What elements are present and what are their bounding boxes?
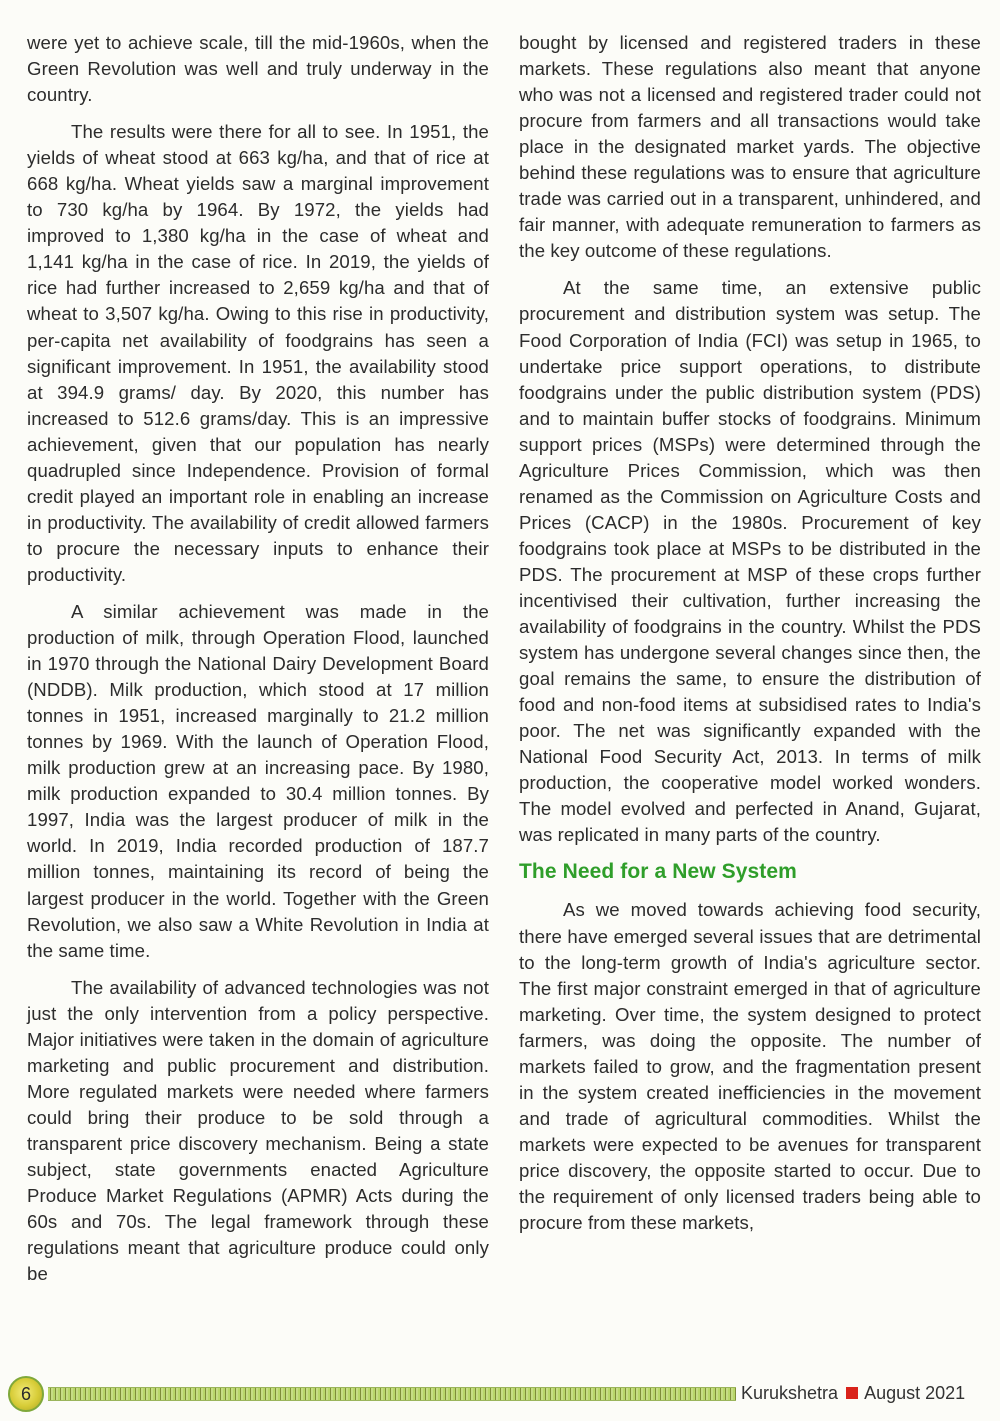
- paragraph: The results were there for all to see. In 1951, the yields of wheat stood at 663 kg/ha, and that of rice at 668 kg/ha. Wheat yields saw a marginal improvement to 730 kg/ha by 1964. By 1972, the yields had improved to 1,380 kg/ha in the case of wheat and 1,141 kg/ha in the case of rice. In 2019, the yields of rice had further increased to 2,659 kg/ha and that of wheat to 3,507 kg/ha. Owing to this rise in productivity, per-capita net availability of foodgrains has seen a significant improvement. In 1951, the availability stood at 394.9 grams/ day. By 2020, this number has increased to 512.6 grams/day. This is an impressive achievement, given that our population has nearly quadrupled since Independence. Provision of formal credit played an important role in enabling an increase in productivity. The availability of credit allowed farmers to procure the necessary inputs to enhance their productivity.: [27, 121, 489, 585]
- footer-publication: [741, 1382, 965, 1404]
- section-heading: The Need for a New System: [519, 860, 797, 884]
- red-square-icon: [846, 1387, 858, 1399]
- page-number: 6: [20, 1383, 31, 1404]
- right-column: [519, 30, 981, 1247]
- magazine-name: Kurukshetra: [741, 1383, 839, 1403]
- footer-decorative-bar: [48, 1387, 736, 1401]
- paragraph: bought by licensed and registered traders in these markets. These regulations also meant that anyone who was not a licensed and registered trader could not procure from farmers and all transactions would take place in the designated market yards. The objective behind these regulations was to ensure that agriculture trade was carried out in a transparent, unhindered, and fair manner, with adequate remuneration to farmers as the key outcome of these regulations.: [519, 32, 981, 262]
- paragraph: were yet to achieve scale, till the mid-1960s, when the Green Revolution was well and truly underway in the country.: [27, 32, 489, 106]
- paragraph: At the same time, an extensive public procurement and distribution system was setup. The Food Corporation of India (FCI) was setup in 1965, to undertake price support operations, to distribute foodgrains under the public distribution system (PDS) and to maintain buffer stocks of foodgrains. Minimum support prices (MSPs) were determined through the Agriculture Prices Commission, which was then renamed as the Commission on Agriculture Costs and Prices (CACP) in the 1980s. Procurement of key foodgrains took place at MSPs to be distributed in the PDS. The procurement at MSP of these crops further incentivised their cultivation, further increasing the availability of foodgrains in the country. Whilst the PDS system has undergone several changes since then, the goal remains the same, to ensure the distribution of food and non-food items at subsidised rates to India's poor. The net was significantly expanded with the National Food Security Act, 2013. In terms of milk production, the cooperative model worked wonders. The model evolved and perfected in Anand, Gujarat, was replicated in many parts of the country.: [519, 277, 981, 846]
- paragraph: A similar achievement was made in the production of milk, through Operation Flood, launched in 1970 through the National Dairy Development Board (NDDB). Milk production, which stood at 17 million tonnes in 1951, increased marginally to 21.2 million tonnes by 1969. With the launch of Operation Flood, milk production grew at an increasing pace. By 1980, milk production expanded to 30.4 million tonnes. By 1997, India was the largest producer of milk in the world. In 2019, India recorded production of 187.7 million tonnes, maintaining its record of being the largest producer in the world. Together with the Green Revolution, we also saw a White Revolution in India at the same time.: [27, 600, 489, 961]
- page-footer: [0, 1372, 1000, 1416]
- page-number-badge: [8, 1376, 44, 1412]
- paragraph: The availability of advanced technologies was not just the only intervention from a policy perspective. Major initiatives were taken in the domain of agriculture marketing and public procurement and distribution. More regulated markets were needed where farmers could bring their produce to be sold through a transparent price discovery mechanism. Being a state subject, state governments enacted Agriculture Produce Market Regulations (APMR) Acts during the 60s and 70s. The legal framework through these regulations meant that agriculture produce could only be: [27, 976, 489, 1285]
- issue-date: August 2021: [864, 1383, 966, 1403]
- left-column: [27, 30, 489, 1298]
- paragraph: As we moved towards achieving food security, there have emerged several issues that are detrimental to the long-term growth of India's agriculture sector. The first major constraint emerged in that of agriculture marketing. Over time, the system designed to protect farmers, was doing the opposite. The number of markets failed to grow, and the fragmentation present in the system created inefficiencies in the movement and trade of agricultural commodities. Whilst the markets were expected to be avenues for transparent price discovery, the opposite started to occur. Due to the requirement of only licensed traders being able to procure from these markets,: [519, 899, 981, 1234]
